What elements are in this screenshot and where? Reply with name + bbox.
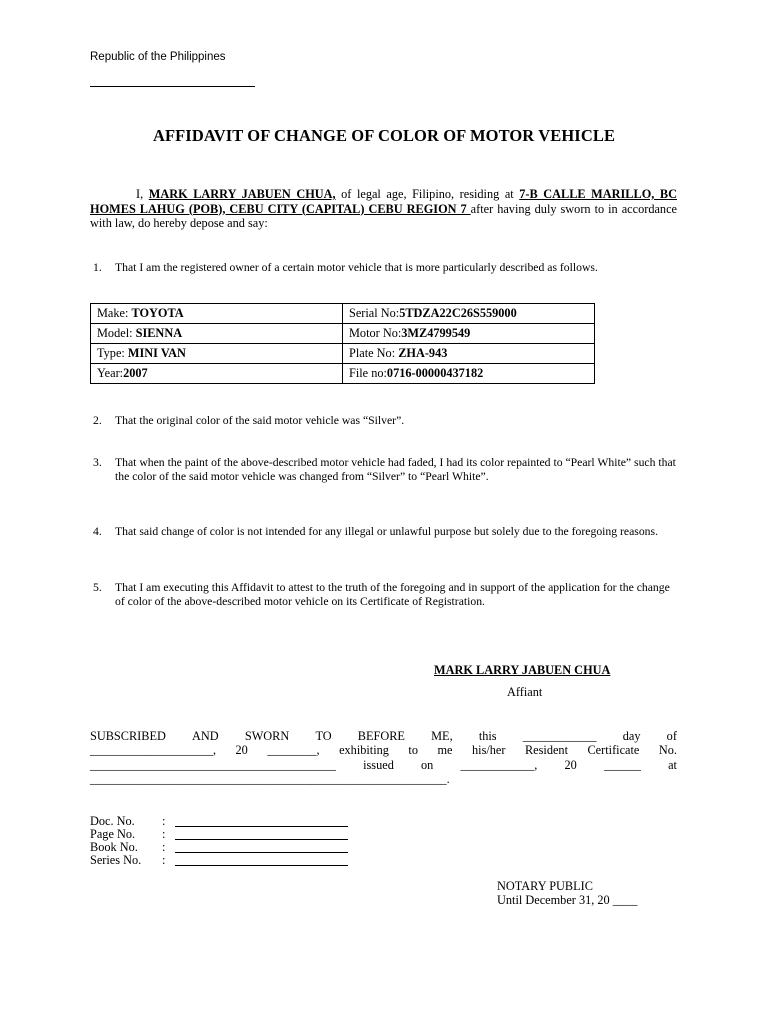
place-blank: __________________________________________________________. bbox=[90, 771, 450, 786]
file-cell bbox=[343, 364, 595, 384]
jurat-word: to bbox=[408, 743, 418, 758]
table-row bbox=[91, 344, 595, 364]
jurat-word: of bbox=[666, 729, 677, 743]
motor-label: Motor No: bbox=[349, 326, 402, 340]
file-label: File no: bbox=[349, 366, 387, 380]
vehicle-details-table bbox=[90, 303, 595, 384]
colon: : bbox=[162, 827, 166, 841]
notary-block bbox=[497, 879, 637, 907]
motor-value: 3MZ4799549 bbox=[401, 326, 471, 340]
type-label: Type: bbox=[97, 346, 128, 360]
jurat-word: Certificate bbox=[587, 743, 640, 758]
model-value: SIENNA bbox=[135, 326, 183, 340]
year-value: 2007 bbox=[123, 366, 148, 380]
statement-item-4 bbox=[90, 525, 677, 539]
item-text: That said change of color is not intended for any illegal or unlawful purpose but solely due to the foregoing reasons. bbox=[115, 525, 659, 538]
make-cell bbox=[91, 304, 343, 324]
serial-label: Serial No: bbox=[349, 306, 400, 320]
jurat-word: at bbox=[668, 757, 677, 772]
jurat-word: issued bbox=[363, 757, 394, 772]
certificate-number-blank: ________________________________________ bbox=[90, 757, 336, 772]
year-blank: ________, bbox=[267, 743, 320, 758]
notary-title: NOTARY PUBLIC bbox=[497, 879, 593, 893]
issued-year-blank: ______ bbox=[604, 757, 641, 772]
jurat-word: No. bbox=[658, 743, 677, 758]
jurat-paragraph bbox=[90, 729, 677, 786]
file-value: 0716-00000437182 bbox=[386, 366, 484, 380]
notarial-register-entries bbox=[90, 815, 348, 867]
item-text: That when the paint of the above-described motor vehicle had faded, I had its color repainted to “Pearl White” such that the color of the said motor vehicle was changed from “Silver” to “Pearl White”. bbox=[115, 456, 676, 483]
jurat-line-2 bbox=[90, 743, 677, 757]
plate-label: Plate No: bbox=[349, 346, 399, 360]
issued-date-blank: ____________, bbox=[460, 757, 538, 772]
book-no-blank bbox=[175, 841, 348, 853]
plate-cell bbox=[343, 344, 595, 364]
intro-paragraph bbox=[90, 187, 677, 231]
jurat-word: day bbox=[622, 729, 641, 743]
page-no-blank bbox=[175, 828, 348, 840]
republic-header: Republic of the Philippines bbox=[90, 51, 226, 63]
jurat-word: on bbox=[421, 757, 434, 772]
colon: : bbox=[162, 853, 166, 867]
intro-pronoun: I, bbox=[136, 187, 149, 201]
year-cell bbox=[91, 364, 343, 384]
series-no-row bbox=[90, 854, 348, 867]
jurat-word: exhibiting bbox=[339, 743, 389, 758]
affiant-name-inline: MARK LARRY JABUEN CHUA, bbox=[148, 187, 336, 201]
statement-item-5 bbox=[90, 581, 677, 609]
make-value: TOYOTA bbox=[131, 306, 184, 320]
year-label: Year: bbox=[97, 366, 124, 380]
statement-item-2 bbox=[90, 414, 677, 428]
make-label: Make: bbox=[97, 306, 132, 320]
table-row bbox=[91, 364, 595, 384]
colon: : bbox=[162, 840, 166, 854]
serial-cell bbox=[343, 304, 595, 324]
serial-value: 5TDZA22C26S559000 bbox=[399, 306, 517, 320]
motor-cell bbox=[343, 324, 595, 344]
intro-middle: of legal age, Filipino, residing at bbox=[335, 187, 520, 201]
statement-item-3 bbox=[90, 456, 677, 484]
item-number: 1. bbox=[93, 261, 102, 274]
jurat-word: 20 bbox=[235, 743, 248, 758]
plate-value: ZHA-943 bbox=[398, 346, 448, 360]
type-value: MINI VAN bbox=[127, 346, 186, 360]
doc-no-blank bbox=[175, 815, 348, 827]
table-row bbox=[91, 304, 595, 324]
jurat-word: his/her bbox=[472, 743, 506, 758]
item-number: 5. bbox=[93, 581, 102, 594]
item-number: 2. bbox=[93, 414, 102, 427]
doc-no-label: Doc. No. bbox=[90, 814, 135, 828]
model-label: Model: bbox=[97, 326, 136, 340]
statement-item-1 bbox=[90, 261, 677, 275]
jurat-word: TO bbox=[315, 729, 332, 743]
series-no-blank bbox=[175, 854, 348, 866]
jurat-word: SUBSCRIBED bbox=[90, 729, 166, 743]
jurat-word: this bbox=[478, 729, 497, 743]
intro-ending: after having duly sworn to in accordance with law, do hereby depose and say: bbox=[90, 201, 677, 230]
type-cell bbox=[91, 344, 343, 364]
jurat-word: AND bbox=[192, 729, 219, 743]
book-no-label: Book No. bbox=[90, 840, 138, 854]
series-no-label: Series No. bbox=[90, 853, 142, 867]
notary-commission: Until December 31, 20 ____ bbox=[497, 893, 638, 907]
item-number: 4. bbox=[93, 525, 102, 538]
colon: : bbox=[162, 814, 166, 828]
jurat-word: BEFORE bbox=[357, 729, 405, 743]
header-signature-line bbox=[90, 86, 255, 87]
jurat-word: SWORN bbox=[244, 729, 290, 743]
jurat-word: me bbox=[437, 743, 453, 758]
jurat-line-4 bbox=[90, 772, 677, 786]
jurat-word: Resident bbox=[524, 743, 568, 758]
table-row bbox=[91, 324, 595, 344]
jurat-word: 20 bbox=[564, 757, 577, 772]
jurat-line-1 bbox=[90, 729, 677, 743]
jurat-line-3 bbox=[90, 758, 677, 772]
item-text: That I am executing this Affidavit to attest to the truth of the foregoing and in support of the application for the change of color of the above-described motor vehicle on its Certificate of Registration. bbox=[115, 581, 670, 608]
month-blank: ____________________, bbox=[90, 743, 217, 758]
affiant-address: 7-B CALLE MARILLO, BC HOMES LAHUG (POB), CEBU CITY (CAPITAL) CEBU REGION 7 bbox=[90, 187, 677, 216]
document-title: AFFIDAVIT OF CHANGE OF COLOR OF MOTOR VEHICLE bbox=[152, 126, 616, 145]
model-cell bbox=[91, 324, 343, 344]
day-blank: ____________ bbox=[522, 729, 597, 743]
item-text: That the original color of the said motor vehicle was “Silver”. bbox=[115, 414, 405, 427]
affiant-label: Affiant bbox=[507, 685, 543, 699]
jurat-word: ME, bbox=[431, 729, 453, 743]
page-no-label: Page No. bbox=[90, 827, 136, 841]
item-number: 3. bbox=[93, 456, 102, 469]
item-text: That I am the registered owner of a certain motor vehicle that is more particularly described as follows. bbox=[115, 261, 598, 274]
affiant-signature-name: MARK LARRY JABUEN CHUA bbox=[434, 663, 611, 677]
